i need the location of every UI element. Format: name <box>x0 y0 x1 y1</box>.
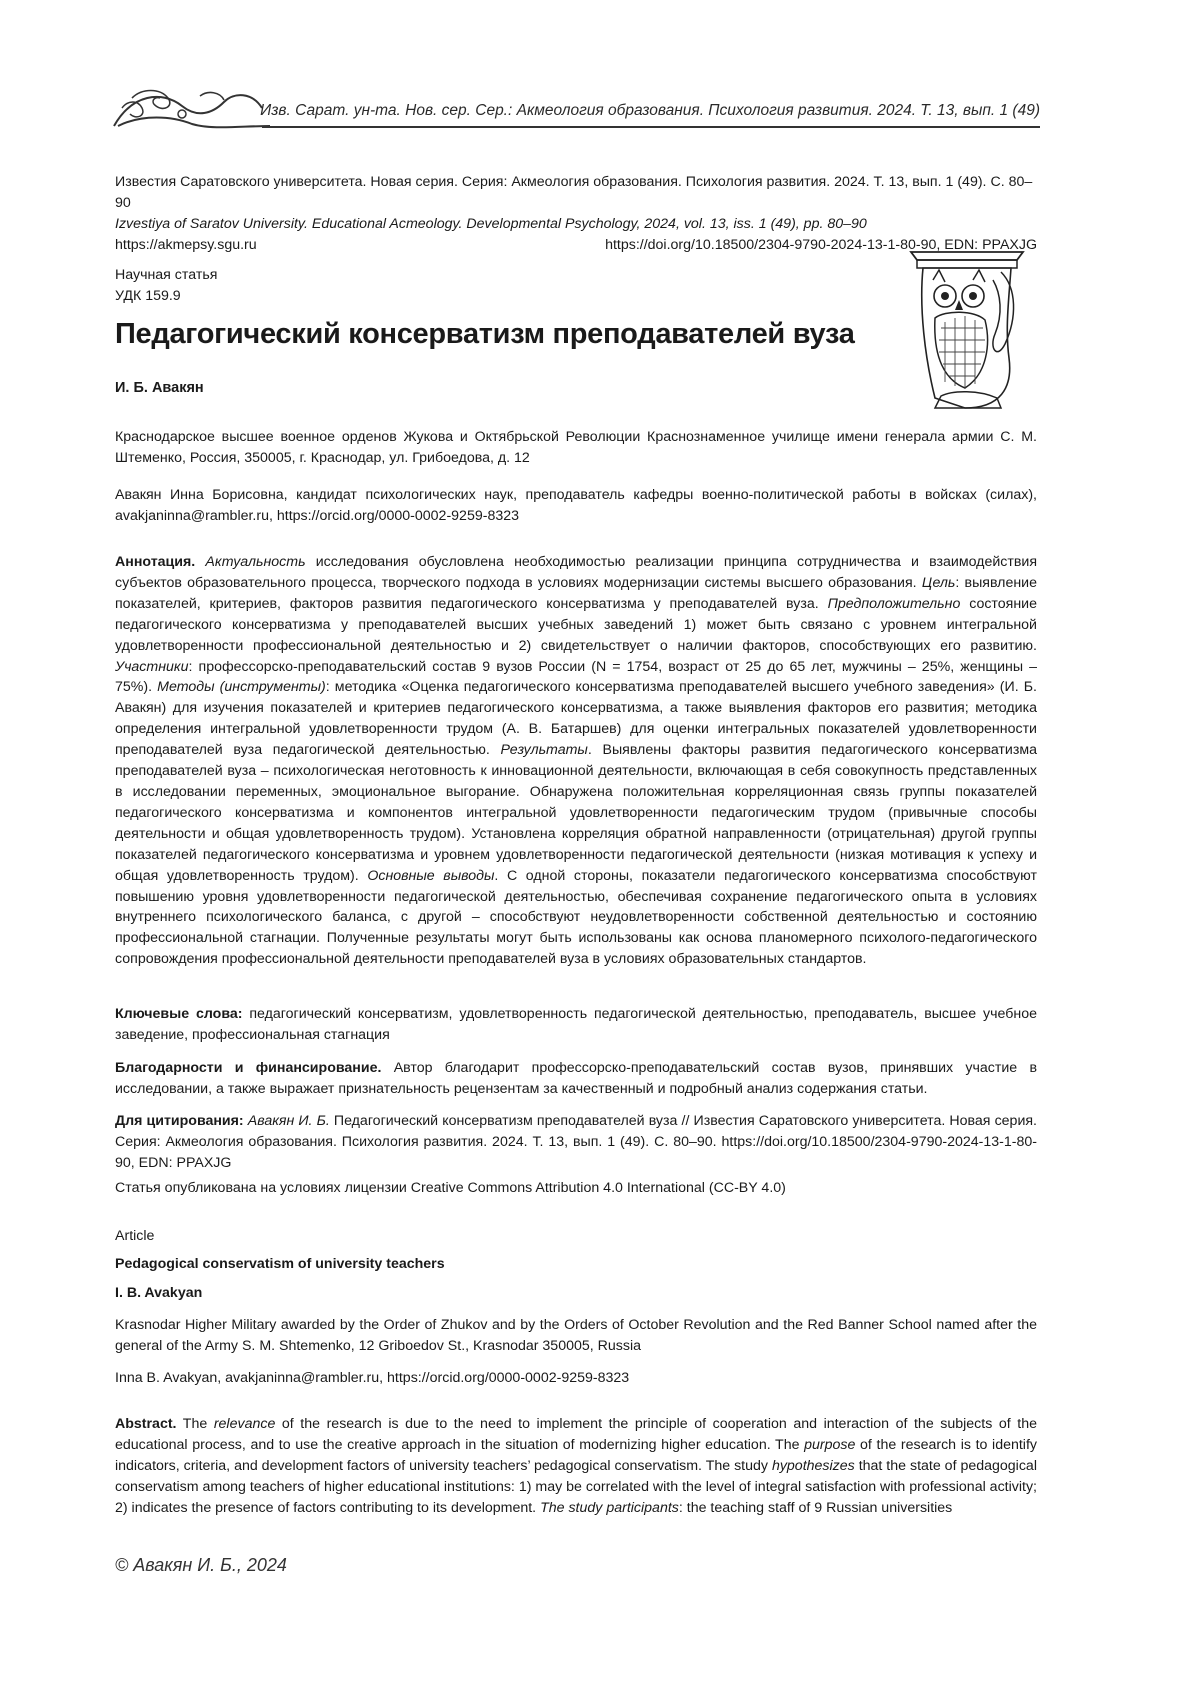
cite-as-text: Педагогический консерватизм преподавателей вуза // Известия Саратовского университета. Новая серия. Серия: Акмеология образования. Психология развития. 2024. Т. 13, вып. 1 (49). С. 80–90. https://doi.org/10.18500/2304-9790-2024-13-1-80-90, EDN: PPAXJG <box>115 1113 1037 1171</box>
acknowledgments-ru <box>115 1058 1037 1100</box>
article-title-en: Pedagogical conservatism of university teachers <box>115 1254 1037 1275</box>
running-header <box>112 86 1040 136</box>
udk-code: УДК 159.9 <box>115 286 217 307</box>
annotation-conclusions: Основные выводы <box>367 868 494 884</box>
article-type-ru: Научная статья <box>115 265 217 286</box>
annotation-label: Аннотация. <box>115 554 195 570</box>
article-title-ru: Педагогический консерватизм преподавателей вуза <box>115 318 855 351</box>
annotation-text-6: . Выявлены факторы развития педагогического консерватизма преподавателей вуза – психологическая неготовность к инновационной деятельности, включающая в себя совокупность представленных в исследовании переменных, эмоциональное выгорание. Обнаружена положительная корреляционная связь группы показателей педагогического консерватизма и компонентов интегральной удовлетворенности педагогическим трудом (привычные способы деятельности и общая удовлетворенность трудом). Установлена корреляция обратной направленности (отрицательная) другой группы показателей педагогического консерватизма и уровнем удовлетворенности педагогической деятельности (низкая мотивация к успеху и общая удовлетворенность трудом). <box>115 742 1037 883</box>
keywords-text: педагогический консерватизм, удовлетворенность педагогической деятельностью, преподаватель, высшее учебное заведение, профессиональная стагнация <box>115 1006 1037 1043</box>
abstract-en <box>115 1414 1037 1519</box>
annotation-relevance: Актуальность <box>205 554 305 570</box>
annotation-text-1: исследования обусловлена необходимостью реализации принципа сотрудничества и взаимодействия субъектов образовательного процесса, творческого подхода в условиях модернизации системы высшего образования. <box>115 554 1037 591</box>
annotation-text-4: : профессорско-преподавательский состав 9 вузов России (N = 1754, возраст от 25 до 65 лет, мужчины – 25%, женщины – 75%). <box>115 659 1037 696</box>
author-info-ru: Авакян Инна Борисовна, кандидат психологических наук, преподаватель кафедры военно-политической работы в войсках (силах), avakjaninna@rambler.ru, https://orcid.org/0000-0002-9259-8323 <box>115 485 1037 527</box>
citation-en: Izvestiya of Saratov University. Educational Acmeology. Developmental Psychology, 2024, vol. 13, iss. 1 (49), pp. 80–90 <box>115 214 1037 235</box>
header-rule <box>262 126 1040 128</box>
abstract-text-1: The <box>177 1416 214 1432</box>
abstract-participants: The study participants <box>540 1500 679 1516</box>
cite-as-label: Для цитирования: <box>115 1113 244 1129</box>
owl-emblem-icon <box>905 248 1030 413</box>
abstract-text-3: of the research is to identify indicators, criteria, and development factors of university teachers’ pedagogical conservatism. The study <box>115 1437 1037 1474</box>
annotation-results: Результаты <box>501 742 588 758</box>
keywords-label: Ключевые слова: <box>115 1006 243 1022</box>
annotation-text-5: : методика «Оценка педагогического консерватизма преподавателей высшего учебного заведения» (И. Б. Авакян) для изучения показателей и критериев педагогического консерватизма, а также выявления факторов его развития; методика определения интегральной удовлетворенности трудом (А. В. Батаршев) для оценки интегральных показателей удовлетворенности преподавателей вуза педагогической деятельностью. <box>115 679 1037 758</box>
doi-link[interactable]: https://doi.org/10.18500/2304-9790-2024-13-1-80-90, EDN: PPAXJG <box>605 235 1037 256</box>
keywords-ru <box>115 1004 1037 1046</box>
abstract-text-2: of the research is due to the need to implement the principle of cooperation and interaction of the subjects of the educational process, and to use the creative approach in the situation of modernizing higher education. The <box>115 1416 1037 1453</box>
journal-site-link[interactable]: https://akmepsy.sgu.ru <box>115 235 257 256</box>
acknowledgments-text: Автор благодарит профессорско-преподавательский состав вузов, принявших участие в исследовании, а также выражает признательность рецензентам за качественный и подробный анализ содержания статьи. <box>115 1060 1037 1097</box>
annotation-methods: Методы (инструменты) <box>157 679 326 695</box>
cite-as-author: Авакян И. Б. <box>248 1113 330 1129</box>
author-name-en: I. B. Avakyan <box>115 1283 1037 1304</box>
running-header-text: Изв. Сарат. ун-та. Нов. сер. Сер.: Акмеология образования. Психология развития. 2024. Т. 13, вып. 1 (49) <box>260 102 1040 120</box>
copyright-notice: © Авакян И. Б., 2024 <box>115 1555 287 1576</box>
annotation-text-7: . С одной стороны, показатели педагогического консерватизма способствуют повышению уровня удовлетворенности педагогической деятельностью, обеспечивая сохранение педагогического опыта в условиях внутреннего психологического баланса, с другой – способствуют неудовлетворенности собственной деятельностью и состоянию профессиональной стагнации. Полученные результаты могут быть использованы как основа планомерного психолого-педагогического сопровождения профессиональной деятельности преподавателей вуза в условиях образовательных стандартов. <box>115 868 1037 968</box>
annotation-purpose: Цель <box>922 575 956 591</box>
affiliation-en: Krasnodar Higher Military awarded by the Order of Zhukov and by the Orders of October Revolution and the Red Banner School named after the general of the Army S. M. Shtemenko, 12 Griboedov St., Krasnodar 350005, Russia <box>115 1315 1037 1357</box>
abstract-text-4: that the state of pedagogical conservatism among teachers of higher educational institutions: 1) may be correlated with the level of integral satisfaction with professional activity; 2) indicates the presence of factors contributing to its development. <box>115 1458 1037 1516</box>
ornament-logo-icon <box>112 86 272 132</box>
author-name-ru: И. Б. Авакян <box>115 380 204 396</box>
article-type-en: Article <box>115 1226 1037 1247</box>
annotation-text-2: : выявление показателей, критериев, факторов развития педагогического консерватизма у преподавателей вуза. <box>115 575 1037 612</box>
abstract-label: Abstract. <box>115 1416 177 1432</box>
license-note: Статья опубликована на условиях лицензии Creative Commons Attribution 4.0 International (CC-BY 4.0) <box>115 1178 1037 1199</box>
abstract-hypothesizes: hypothesizes <box>772 1458 855 1474</box>
citation-block <box>115 172 1037 256</box>
abstract-text-5: : the teaching staff of 9 Russian universities <box>679 1500 952 1516</box>
author-info-en: Inna B. Avakyan, avakjaninna@rambler.ru, https://orcid.org/0000-0002-9259-8323 <box>115 1368 1037 1389</box>
acknowledgments-label: Благодарности и финансирование. <box>115 1060 381 1076</box>
affiliation-ru: Краснодарское высшее военное орденов Жукова и Октябрьской Революции Краснознаменное училище имени генерала армии С. М. Штеменко, Россия, 350005, г. Краснодар, ул. Грибоедова, д. 12 <box>115 427 1037 469</box>
abstract-relevance: relevance <box>214 1416 276 1432</box>
annotation-text-3: состояние педагогического консерватизма у преподавателей высших учебных заведений 1) может быть связано с уровнем интегральной удовлетворенности профессиональной деятельностью и 2) свидетельствует о наличии факторов, способствующих его развитию. <box>115 596 1037 654</box>
annotation-ru <box>115 552 1037 970</box>
journal-page <box>0 0 1200 1697</box>
article-meta <box>115 265 217 307</box>
cite-as-ru <box>115 1111 1037 1174</box>
annotation-participants: Участники <box>115 659 189 675</box>
annotation-hypothesis: Предположительно <box>828 596 961 612</box>
abstract-purpose: purpose <box>804 1437 855 1453</box>
citation-ru: Известия Саратовского университета. Новая серия. Серия: Акмеология образования. Психология развития. 2024. Т. 13, вып. 1 (49). С. 80–90 <box>115 172 1037 214</box>
